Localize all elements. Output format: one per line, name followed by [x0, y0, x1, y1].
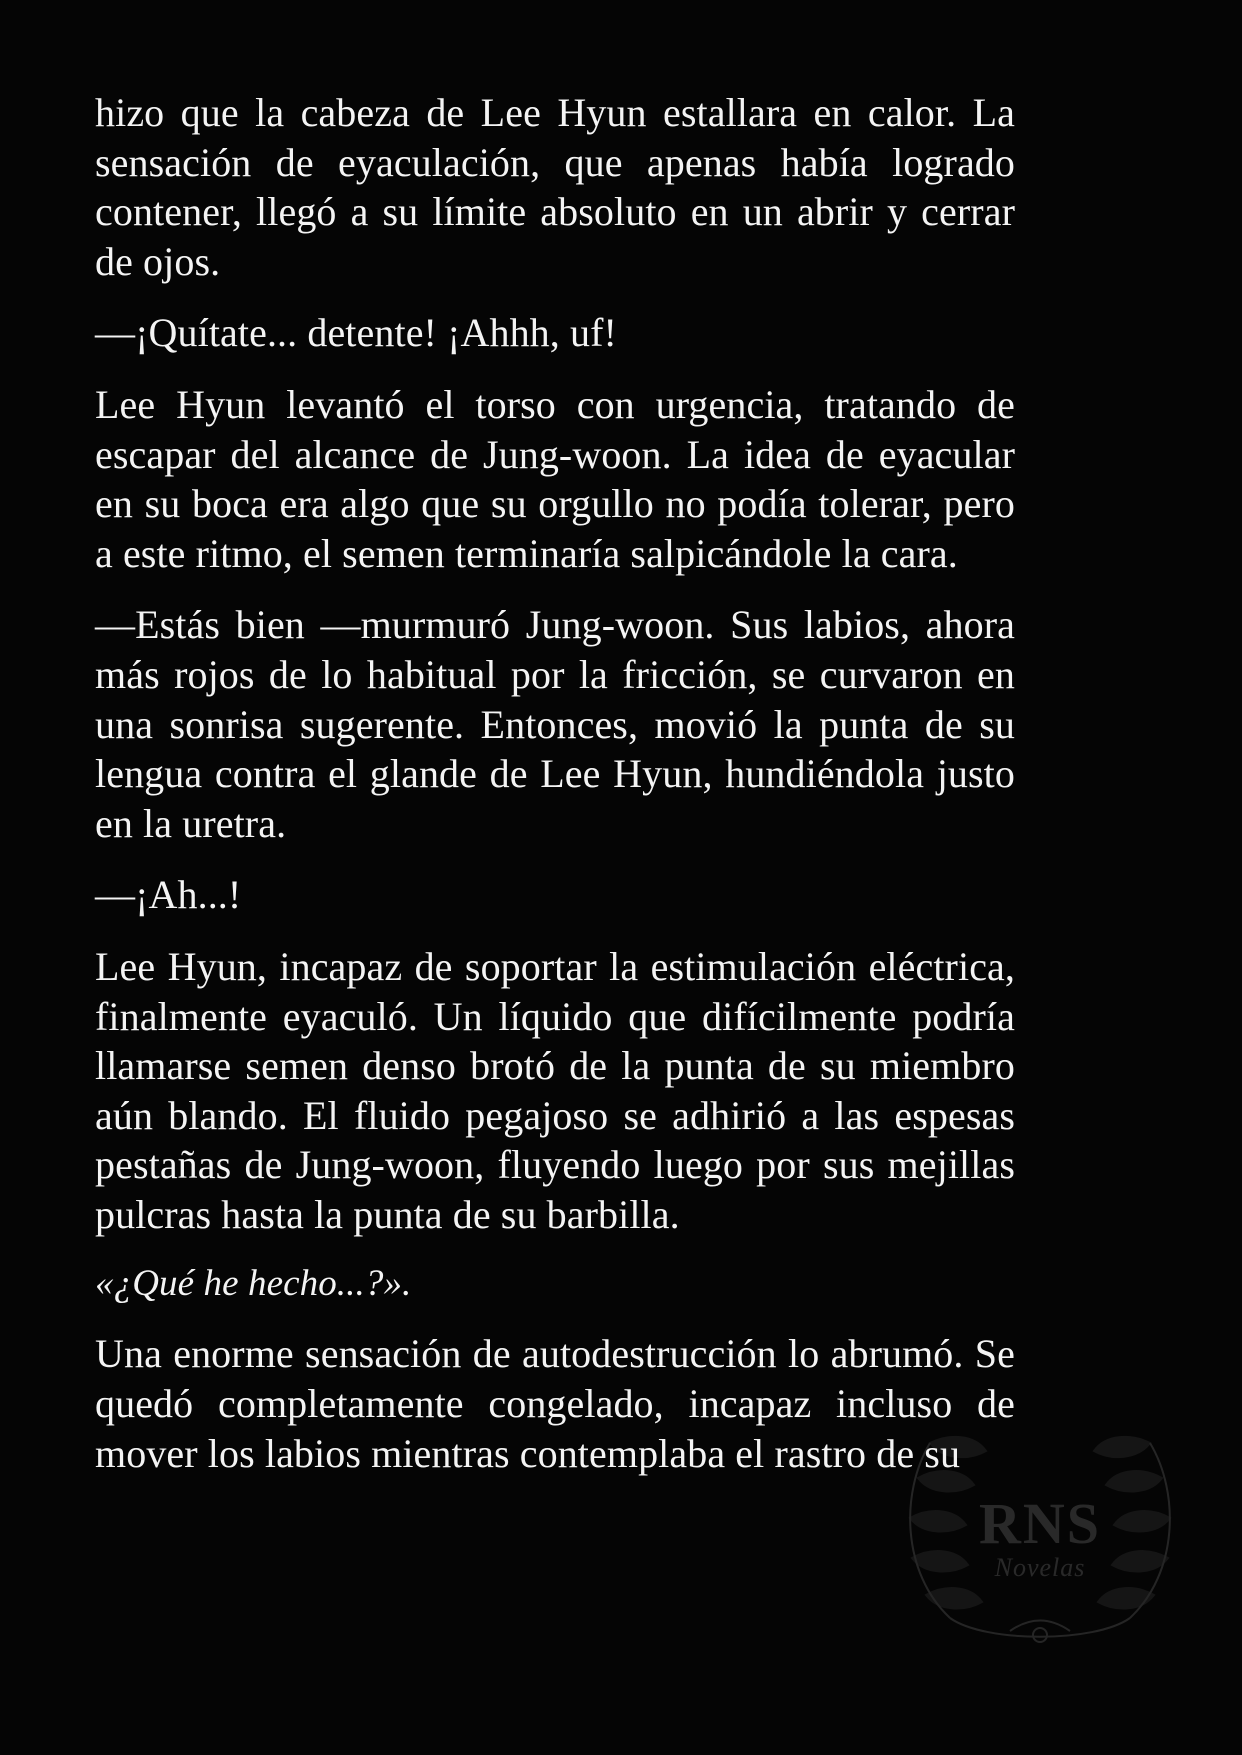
watermark-name: RNS	[978, 1491, 1102, 1556]
paragraph: —Estás bien —murmuró Jung-woon. Sus labios, ahora más rojos de lo habitual por la fricción, se curvaron en una sonrisa sugerente. Entonces, movió la punta de su lengua contra el glande de Lee Hyun, hundiéndola justo en la uretra.	[95, 602, 1015, 846]
paragraph-dialogue: —¡Quítate... detente! ¡Ahhh, uf!	[95, 310, 617, 356]
paragraph: Lee Hyun levantó el torso con urgencia, tratando de escapar del alcance de Jung-woon. La idea de eyacular en su boca era algo que su orgullo no podía tolerar, pero a este ritmo, el semen terminaría salpicándole la cara.	[95, 381, 1015, 576]
paragraph: hizo que la cabeza de Lee Hyun estallara en calor. La sensación de eyaculación, que apenas había logrado contener, llegó a su límite absoluto en un abrir y cerrar de ojos.	[95, 90, 1015, 284]
paragraph: Lee Hyun, incapaz de soportar la estimulación eléctrica, finalmente eyaculó. Un líquido que difícilmente podría llamarse semen denso brotó de la punta de su miembro aún blando. El fluido pegajoso se adhirió a las espesas pestañas de Jung-woon, fluyendo luego por sus mejillas pulcras hasta la punta de su barbilla.	[95, 943, 1015, 1237]
paragraph: Una enorme sensación de autodestrucción lo abrumó. Se quedó completamente congelado, incapaz incluso de mover los labios mientras contemplaba el rastro de su	[95, 1331, 1015, 1476]
paragraph-dialogue: —¡Ah...!	[95, 872, 242, 918]
page-text-body	[95, 88, 1015, 1478]
watermark-subtitle: Novelas	[994, 1553, 1086, 1582]
paragraph-inner-thought: «¿Qué he hecho...?».	[95, 1263, 412, 1305]
